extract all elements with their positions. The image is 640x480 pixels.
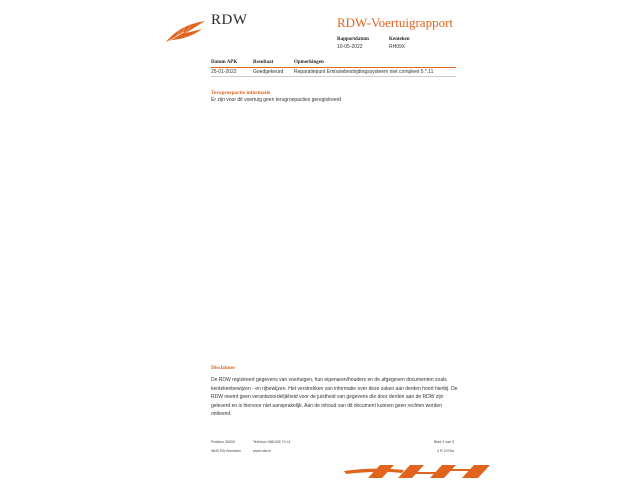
rdw-feather-logo-icon bbox=[164, 20, 206, 44]
report-title: RDW-Voertuigrapport bbox=[337, 15, 454, 30]
footer-page-number: Blad 3 van 3 bbox=[434, 440, 454, 444]
table-row-rule bbox=[211, 76, 456, 77]
table-cell-date: 25-01-2022 bbox=[211, 69, 237, 75]
logo-text: RDW bbox=[211, 12, 248, 28]
footer-website: www.rdw.nl bbox=[253, 449, 271, 453]
recall-section-text: Er zijn voor dit voertuig geen terugroepacties geregistreerd bbox=[211, 97, 342, 103]
footer-code: 3 R 1075a bbox=[437, 449, 454, 453]
footer-postbox: Postbus 30000 bbox=[211, 440, 235, 444]
report-date-value: 10-05-2022 bbox=[337, 44, 363, 50]
table-cell-remarks: Reparatiepunt Emissiebestrijdingssysteem niet compleet 5.*.11 bbox=[294, 69, 434, 75]
table-header-result: Resultaat bbox=[253, 60, 274, 65]
table-header-date: Datum APK bbox=[211, 60, 238, 65]
table-header-remarks: Opmerkingen bbox=[294, 60, 324, 65]
report-date-label: Rapportdatum bbox=[337, 37, 369, 42]
table-cell-result: Goedgekeurd bbox=[253, 69, 284, 75]
plate-label: Kenteken bbox=[389, 37, 410, 42]
recall-section-title: Terugroepactie informatie bbox=[211, 90, 271, 96]
footer-phone: Telefoon 088 008 74 41 bbox=[253, 440, 291, 444]
footer-city: 9640 RA Veendam bbox=[211, 449, 241, 453]
disclaimer-title: Disclaimer bbox=[211, 365, 236, 371]
rdw-stripes-logo-icon bbox=[344, 462, 492, 480]
plate-value: RH09X bbox=[389, 44, 406, 50]
table-header-rule bbox=[211, 67, 456, 68]
disclaimer-text: De RDW registreert gegevens van voertuigen, hun eigenaren/houders en de afgegeven documenten zoals kentekenbewijzen - en rijbewijzen. Het verstrekken van informatie over deze zaken aan derden hoort hierbij. De RDW neemt geen verantwoordelijkheid voor de juistheid van gegevens die door derden aan de RDW zijn geleverd en is hiervoor niet aansprakelijk. Aan de inhoud van dit document kunnen geen rechten worden ontleend. bbox=[211, 377, 458, 418]
